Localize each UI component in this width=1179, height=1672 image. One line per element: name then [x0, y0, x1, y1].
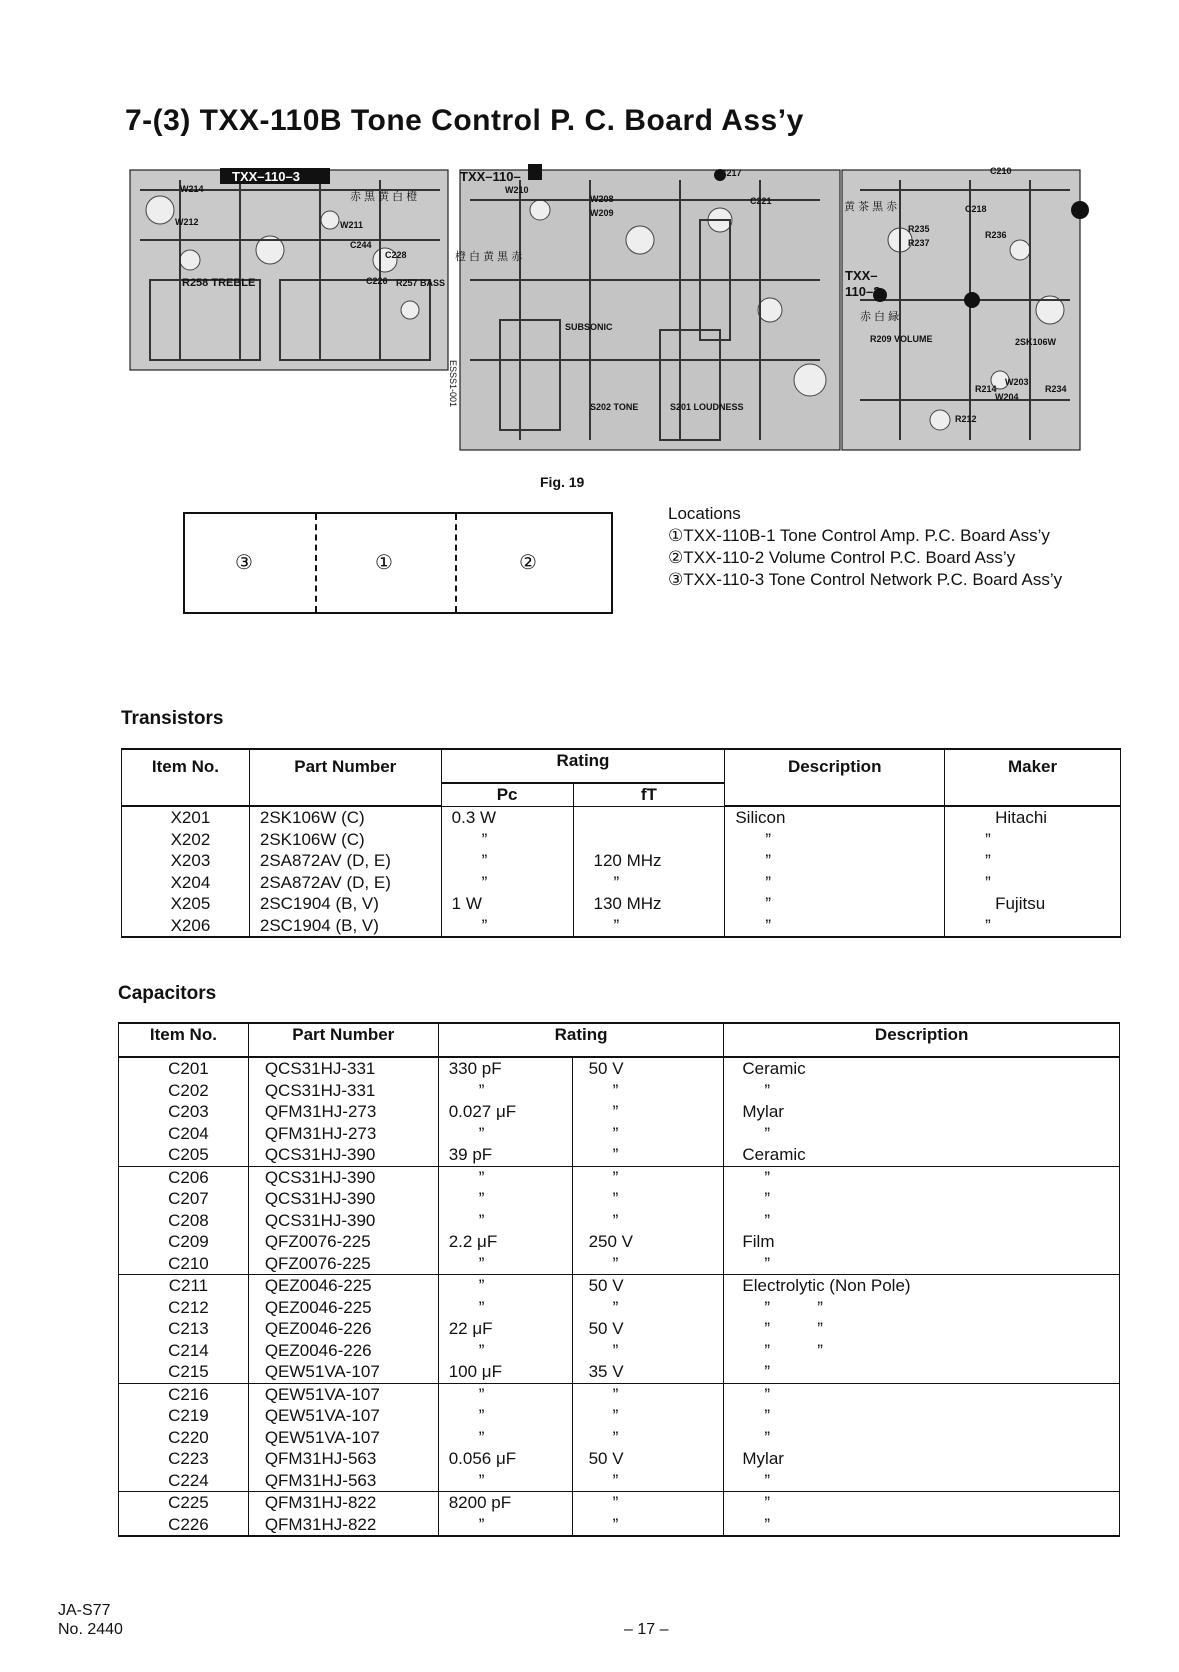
cell-volt: ”	[572, 1340, 724, 1362]
cell-cap: ”	[438, 1383, 572, 1405]
cell-item: C223	[119, 1448, 249, 1470]
cell-desc: Ceramic	[724, 1057, 1120, 1080]
cell-maker: Hitachi	[945, 806, 1121, 829]
pcb-c210: C210	[990, 166, 1012, 176]
table-row	[119, 1080, 1120, 1102]
pcb-w210: W210	[505, 185, 529, 195]
cell-cap: ”	[438, 1470, 572, 1492]
pcb-w211: W211	[340, 220, 364, 230]
cell-desc: ”	[724, 1361, 1120, 1383]
cell-part: QCS31HJ-390	[248, 1188, 438, 1210]
cell-item: C220	[119, 1427, 249, 1449]
table-row	[119, 1057, 1120, 1080]
cell-cap: ”	[438, 1514, 572, 1537]
pcb-r237: R237	[908, 238, 930, 248]
cell-volt: ”	[572, 1383, 724, 1405]
pcb-r235: R235	[908, 224, 930, 234]
cell-pc: ”	[441, 829, 573, 851]
cell-cap: ”	[438, 1188, 572, 1210]
transistors-heading: Transistors	[121, 708, 224, 729]
pcb-w203: W203	[1005, 377, 1029, 387]
cell-cap: ”	[438, 1080, 572, 1102]
cell-cap: ”	[438, 1123, 572, 1145]
cell-desc: ” ”	[724, 1340, 1120, 1362]
cell-maker: ”	[945, 915, 1121, 938]
cell-item: C226	[119, 1514, 249, 1537]
pcb-w214: W214	[180, 184, 204, 194]
table-row	[119, 1275, 1120, 1297]
cell-pc: 0.3 W	[441, 806, 573, 829]
cell-item: X203	[122, 850, 250, 872]
cell-item: C203	[119, 1101, 249, 1123]
table-row	[119, 1340, 1120, 1362]
cell-cap: ”	[438, 1210, 572, 1232]
pcb-tone: S202 TONE	[590, 402, 639, 412]
cell-cap: 2.2 μF	[438, 1231, 572, 1253]
col-item-no: Item No.	[122, 749, 250, 806]
cell-maker: ”	[945, 829, 1121, 851]
cell-part: QCS31HJ-390	[248, 1210, 438, 1232]
cell-volt: 50 V	[572, 1275, 724, 1297]
location-item: ①TXX-110B-1 Tone Control Amp. P.C. Board Ass’y	[668, 526, 1050, 545]
table-row	[122, 915, 1121, 938]
cell-item: C219	[119, 1405, 249, 1427]
cell-desc: ”	[724, 1427, 1120, 1449]
table-row	[122, 872, 1121, 894]
cell-item: C215	[119, 1361, 249, 1383]
capacitors-heading: Capacitors	[118, 983, 217, 1004]
cell-volt: ”	[572, 1427, 724, 1449]
cell-volt: 50 V	[572, 1057, 724, 1080]
cell-cap: ”	[438, 1427, 572, 1449]
pcb-kanji-right: 黄 茶 黒 赤	[844, 201, 898, 213]
cell-volt: ”	[572, 1210, 724, 1232]
cell-part: 2SA872AV (D, E)	[249, 872, 441, 894]
col-description: Description	[725, 749, 945, 806]
cell-desc: ”	[724, 1123, 1120, 1145]
table-row	[122, 806, 1121, 829]
table-row	[122, 850, 1121, 872]
table-row	[119, 1144, 1120, 1166]
cell-cap: 22 μF	[438, 1318, 572, 1340]
divider	[315, 514, 317, 612]
pcb-w209: W209	[590, 208, 614, 218]
table-row	[119, 1514, 1120, 1537]
pcb-bass: R257 BASS	[396, 278, 446, 288]
cell-desc: ”	[724, 1210, 1120, 1232]
doc-id	[58, 1601, 123, 1639]
cell-item: X202	[122, 829, 250, 851]
cell-desc: ”	[724, 1253, 1120, 1275]
cell-cap: 8200 pF	[438, 1492, 572, 1514]
pcb-c244: C244	[350, 240, 372, 250]
table-row	[119, 1253, 1120, 1275]
cell-volt: ”	[572, 1297, 724, 1319]
cell-part: 2SA872AV (D, E)	[249, 850, 441, 872]
cell-part: QFZ0076-225	[248, 1253, 438, 1275]
cell-desc: ”	[724, 1383, 1120, 1405]
cell-volt: 50 V	[572, 1318, 724, 1340]
cell-cap: ”	[438, 1405, 572, 1427]
cell-item: C206	[119, 1166, 249, 1188]
cell-volt: 35 V	[572, 1361, 724, 1383]
cell-item: C213	[119, 1318, 249, 1340]
col-part-number: Part Number	[249, 749, 441, 806]
cell-desc: ”	[724, 1492, 1120, 1514]
table-row	[119, 1492, 1120, 1514]
pcb-volume: R209 VOLUME	[870, 334, 933, 344]
pcb-r236: R236	[985, 230, 1007, 240]
cell-part: QEW51VA-107	[248, 1361, 438, 1383]
pcb-kanji-mid: 橙 白 黄 黒 赤	[455, 251, 523, 263]
cell-volt: ”	[572, 1166, 724, 1188]
cell-item: C212	[119, 1297, 249, 1319]
cell-part: QFZ0076-225	[248, 1231, 438, 1253]
cell-volt: ”	[572, 1188, 724, 1210]
cell-volt: ”	[572, 1144, 724, 1166]
cell-maker: ”	[945, 872, 1121, 894]
cell-desc: ”	[725, 893, 945, 915]
pcb-kanji-left: 赤 黒 黄 白 橙	[350, 191, 418, 203]
cell-ft	[573, 829, 725, 851]
cell-part: QFM31HJ-273	[248, 1101, 438, 1123]
table-row	[119, 1448, 1120, 1470]
cell-item: X206	[122, 915, 250, 938]
col-pc: Pc	[441, 783, 573, 806]
pcb-r234: R234	[1045, 384, 1067, 394]
table-header-row	[122, 749, 1121, 783]
cell-volt: ”	[572, 1253, 724, 1275]
cell-desc: ”	[724, 1188, 1120, 1210]
locations-legend	[668, 503, 1062, 591]
col-item-no: Item No.	[119, 1023, 249, 1057]
location-item: ②TXX-110-2 Volume Control P.C. Board Ass’y	[668, 548, 1016, 567]
cell-item: C201	[119, 1057, 249, 1080]
cell-item: C214	[119, 1340, 249, 1362]
cell-volt: ”	[572, 1514, 724, 1537]
cell-item: X201	[122, 806, 250, 829]
cell-desc: ”	[725, 915, 945, 938]
table-row	[119, 1383, 1120, 1405]
cell-volt: ”	[572, 1101, 724, 1123]
cell-pc: 1 W	[441, 893, 573, 915]
cell-part: QEZ0046-226	[248, 1318, 438, 1340]
table-row	[119, 1405, 1120, 1427]
table-row	[119, 1101, 1120, 1123]
cell-part: 2SC1904 (B, V)	[249, 893, 441, 915]
cell-cap: 39 pF	[438, 1144, 572, 1166]
table-header-row	[119, 1023, 1120, 1057]
cell-part: QFM31HJ-563	[248, 1470, 438, 1492]
cell-part: QEW51VA-107	[248, 1427, 438, 1449]
cell-desc: ”	[724, 1166, 1120, 1188]
cell-pc: ”	[441, 872, 573, 894]
cell-volt: ”	[572, 1123, 724, 1145]
cell-part: 2SK106W (C)	[249, 806, 441, 829]
cell-part: QEZ0046-225	[248, 1297, 438, 1319]
pcb-serial: ESSS1-001	[448, 360, 458, 408]
cell-ft: ”	[573, 915, 725, 938]
pcb-subsonic: SUBSONIC	[565, 322, 613, 332]
transistors-table	[121, 748, 1121, 938]
locations-heading: Locations	[668, 504, 741, 523]
cell-part: QFM31HJ-273	[248, 1123, 438, 1145]
cell-item: C211	[119, 1275, 249, 1297]
pcb-w204: W204	[995, 392, 1019, 402]
cell-item: C205	[119, 1144, 249, 1166]
pcb-treble: R258 TREBLE	[182, 277, 256, 289]
cell-part: QCS31HJ-331	[248, 1057, 438, 1080]
page-number: – 17 –	[624, 1621, 669, 1638]
cell-cap: ”	[438, 1340, 572, 1362]
pcb-2sk106w: 2SK106W	[1015, 337, 1057, 347]
cell-desc: ”	[725, 850, 945, 872]
table-row	[119, 1210, 1120, 1232]
cell-desc: ” ”	[724, 1297, 1120, 1319]
table-row	[119, 1188, 1120, 1210]
cell-item: C207	[119, 1188, 249, 1210]
cell-ft	[573, 806, 725, 829]
cell-cap: ”	[438, 1253, 572, 1275]
pcb-c221: C221	[750, 196, 772, 206]
cell-cap: 330 pF	[438, 1057, 572, 1080]
col-rating: Rating	[438, 1023, 724, 1057]
table-row	[119, 1427, 1120, 1449]
manual-number: No. 2440	[58, 1621, 123, 1638]
table-row	[122, 893, 1121, 915]
cell-part: QFM31HJ-563	[248, 1448, 438, 1470]
col-description: Description	[724, 1023, 1120, 1057]
location-item: ③TXX-110-3 Tone Control Network P.C. Board Ass’y	[668, 570, 1063, 589]
pcb-r214: R214	[975, 384, 997, 394]
cell-cap: ”	[438, 1166, 572, 1188]
cell-item: C209	[119, 1231, 249, 1253]
cell-part: QCS31HJ-331	[248, 1080, 438, 1102]
pcb-w208: W208	[590, 194, 614, 204]
cell-item: C204	[119, 1123, 249, 1145]
col-maker: Maker	[945, 749, 1121, 806]
cell-desc: Mylar	[724, 1101, 1120, 1123]
cell-cap: ”	[438, 1275, 572, 1297]
location-2-marker: ②	[519, 552, 537, 574]
cell-volt: 50 V	[572, 1448, 724, 1470]
pcb-label-txx: TXX–	[845, 268, 878, 283]
cell-volt: ”	[572, 1492, 724, 1514]
cell-desc: Ceramic	[724, 1144, 1120, 1166]
cell-part: QCS31HJ-390	[248, 1144, 438, 1166]
table-row	[119, 1166, 1120, 1188]
cell-ft: 120 MHz	[573, 850, 725, 872]
cell-ft: ”	[573, 872, 725, 894]
cell-cap: ”	[438, 1297, 572, 1319]
cell-part: 2SC1904 (B, V)	[249, 915, 441, 938]
table-row	[119, 1123, 1120, 1145]
cell-item: C202	[119, 1080, 249, 1102]
cell-item: C208	[119, 1210, 249, 1232]
table-row	[119, 1361, 1120, 1383]
divider	[455, 514, 457, 612]
cell-desc: ”	[725, 829, 945, 851]
cell-part: QEZ0046-225	[248, 1275, 438, 1297]
pcb-c226: C226	[366, 276, 388, 286]
pcb-c230-region: W212	[175, 217, 199, 227]
pcb-layout-figure	[120, 160, 1150, 460]
cell-item: X205	[122, 893, 250, 915]
capacitors-table	[118, 1022, 1120, 1537]
cell-cap: 100 μF	[438, 1361, 572, 1383]
cell-cap: 0.027 μF	[438, 1101, 572, 1123]
cell-desc: ”	[724, 1470, 1120, 1492]
pcb-c228: C228	[385, 250, 407, 260]
cell-item: C210	[119, 1253, 249, 1275]
cell-pc: ”	[441, 915, 573, 938]
cell-maker: Fujitsu	[945, 893, 1121, 915]
figure-caption: Fig. 19	[540, 474, 585, 490]
cell-desc: ”	[724, 1080, 1120, 1102]
pcb-label-110-2: 110–2	[845, 284, 881, 299]
col-rating: Rating	[441, 749, 725, 783]
cell-desc: Silicon	[725, 806, 945, 829]
cell-desc: Film	[724, 1231, 1120, 1253]
cell-maker: ”	[945, 850, 1121, 872]
col-part-number: Part Number	[248, 1023, 438, 1057]
cell-part: QFM31HJ-822	[248, 1514, 438, 1537]
cell-item: C224	[119, 1470, 249, 1492]
pcb-kanji-right-2: 赤 白 緑	[860, 311, 900, 323]
col-ft: fT	[573, 783, 725, 806]
pcb-label-txx-110-3: TXX–110–3	[232, 169, 300, 184]
pcb-c218: C218	[965, 204, 987, 214]
cell-desc: Mylar	[724, 1448, 1120, 1470]
location-diagram	[183, 512, 613, 614]
table-row	[119, 1470, 1120, 1492]
cell-part: QCS31HJ-390	[248, 1166, 438, 1188]
cell-part: QEW51VA-107	[248, 1405, 438, 1427]
cell-desc: Electrolytic (Non Pole)	[724, 1275, 1120, 1297]
cell-desc: ”	[724, 1405, 1120, 1427]
cell-pc: ”	[441, 850, 573, 872]
cell-part: QEW51VA-107	[248, 1383, 438, 1405]
cell-desc: ”	[724, 1514, 1120, 1537]
pcb-r212: R212	[955, 414, 977, 424]
table-row	[122, 829, 1121, 851]
pcb-c217: C217	[720, 168, 742, 178]
cell-item: C216	[119, 1383, 249, 1405]
cell-item: C225	[119, 1492, 249, 1514]
model-number: JA-S77	[58, 1602, 111, 1619]
page-title: 7-(3) TXX-110B Tone Control P. C. Board Ass’y	[125, 104, 804, 137]
cell-cap: 0.056 μF	[438, 1448, 572, 1470]
pcb-loudness: S201 LOUDNESS	[670, 402, 744, 412]
pcb-label-txx-110: TXX–110–	[460, 169, 521, 184]
cell-volt: 250 V	[572, 1231, 724, 1253]
cell-item: X204	[122, 872, 250, 894]
cell-part: QFM31HJ-822	[248, 1492, 438, 1514]
table-row	[119, 1231, 1120, 1253]
location-1-marker: ①	[375, 552, 393, 574]
cell-desc: ” ”	[724, 1318, 1120, 1340]
cell-volt: ”	[572, 1405, 724, 1427]
location-3-marker: ③	[235, 552, 253, 574]
table-row	[119, 1318, 1120, 1340]
table-row	[119, 1297, 1120, 1319]
cell-desc: ”	[725, 872, 945, 894]
cell-part: 2SK106W (C)	[249, 829, 441, 851]
cell-volt: ”	[572, 1080, 724, 1102]
cell-part: QEZ0046-226	[248, 1340, 438, 1362]
cell-volt: ”	[572, 1470, 724, 1492]
cell-ft: 130 MHz	[573, 893, 725, 915]
